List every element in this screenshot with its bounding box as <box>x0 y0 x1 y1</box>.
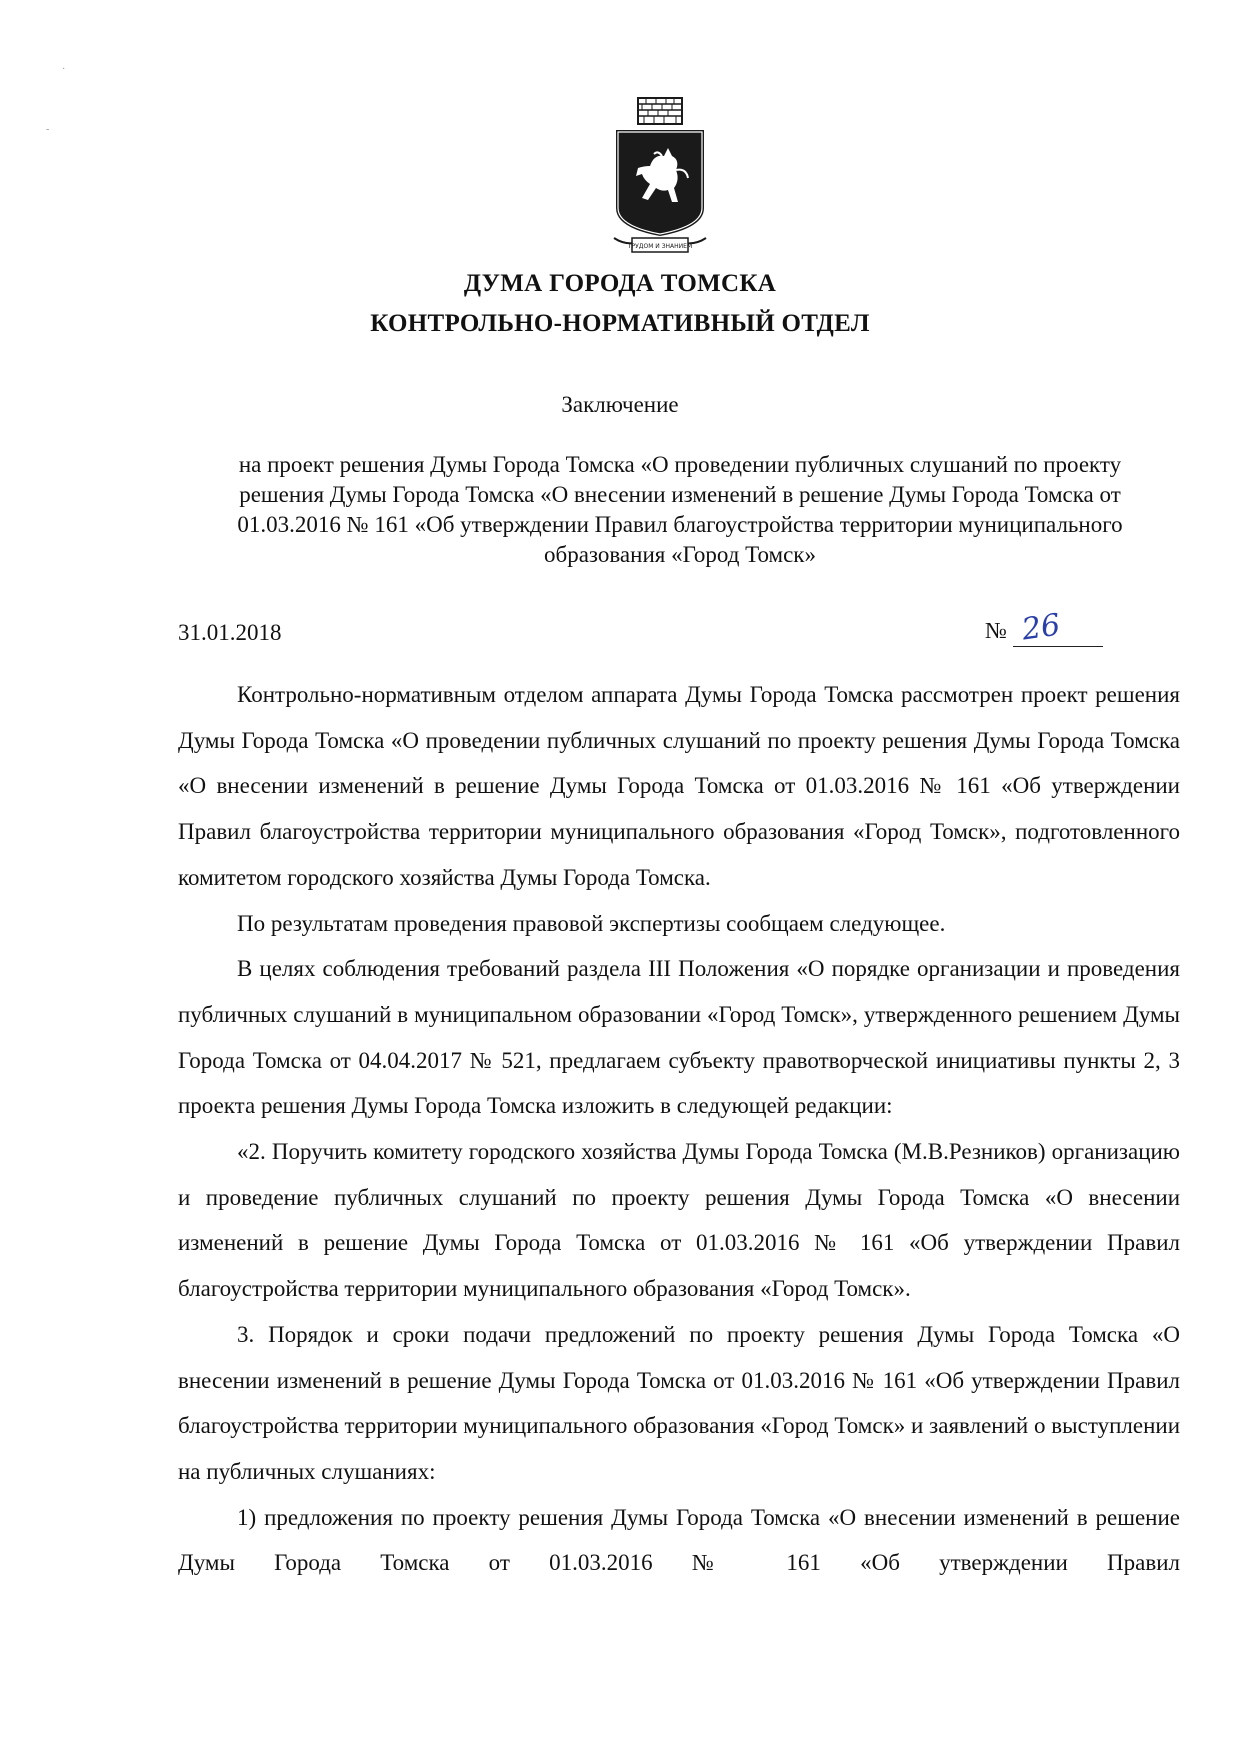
body-paragraph: Контрольно-нормативным отделом аппарата Думы Города Томска рассмотрен проект решения Думы Города Томска «О проведении публичных слушаний по проекту решения Думы Города Томска «О внесении изменений в решение Думы Города Томска от 01.03.2016 № 161 «Об утверждении Правил благоустройства территории муниципального образования «Город Томск», подготовленного комитетом городского хозяйства Думы Города Томска. <box>178 682 1180 890</box>
document-date: 31.01.2018 <box>178 620 282 645</box>
subject-line: решения Думы Города Томска «О внесении изменений в решение Думы Города Томска от <box>239 482 1121 507</box>
tomsk-coat-of-arms-emblem <box>610 96 710 256</box>
organization-name: ДУМА ГОРОДА ТОМСКА <box>463 270 777 297</box>
document-number-handwritten: 26 <box>1019 607 1063 648</box>
subject-line: на проект решения Думы Города Томска «О проведении публичных слушаний по проекту <box>238 452 1122 477</box>
body-paragraph: 1) предложения по проекту решения Думы Города Томска «О внесении изменений в решение Думы Города Томска от 01.03.2016 № 161 «Об утверждении Правил <box>178 1504 1180 1576</box>
number-underline <box>1013 646 1103 647</box>
svg-text:ТРУДОМ И ЗНАНИЕМ: ТРУДОМ И ЗНАНИЕМ <box>627 243 693 250</box>
body-paragraph: «2. Поручить комитету городского хозяйства Думы Города Томска (М.В.Резников) организацию и проведение публичных слушаний по проекту решения Думы Города Томска «О внесении изменений в решение Думы Города Томска от 01.03.2016 № 161 «Об утверждении Правил благоустройства территории муниципального образования «Город Томск». <box>178 1139 1180 1302</box>
body-paragraph: В целях соблюдения требований раздела III Положения «О порядке организации и проведения публичных слушаний в муниципальном образовании «Город Томск», утвержденного решением Думы Города Томска от 04.04.2017 № 521, предлагаем субъекту правотворческой инициативы пункты 2, 3 проекта решения Думы Города Томска изложить в следующей редакции: <box>178 956 1180 1119</box>
subject-line: образования «Город Томск» <box>544 542 816 567</box>
document-subject <box>190 450 1170 570</box>
scan-speck: - <box>46 124 50 135</box>
subject-line: 01.03.2016 № 161 «Об утверждении Правил благоустройства территории муниципального <box>237 512 1123 537</box>
scan-speck: · <box>62 64 66 75</box>
document-number-label: № <box>985 618 1007 643</box>
body-paragraph: По результатам проведения правовой экспертизы сообщаем следующее. <box>237 910 946 936</box>
body-paragraph: 3. Порядок и сроки подачи предложений по проекту решения Думы Города Томска «О внесении изменений в решение Думы Города Томска от 01.03.2016 № 161 «Об утверждении Правил благоустройства территории муниципального образования «Город Томск» и заявлений о выступлении на публичных слушаниях: <box>178 1321 1180 1484</box>
document-kind: Заключение <box>561 392 679 417</box>
department-name: КОНТРОЛЬНО-НОРМАТИВНЫЙ ОТДЕЛ <box>370 310 870 337</box>
document-body <box>178 672 1180 1586</box>
